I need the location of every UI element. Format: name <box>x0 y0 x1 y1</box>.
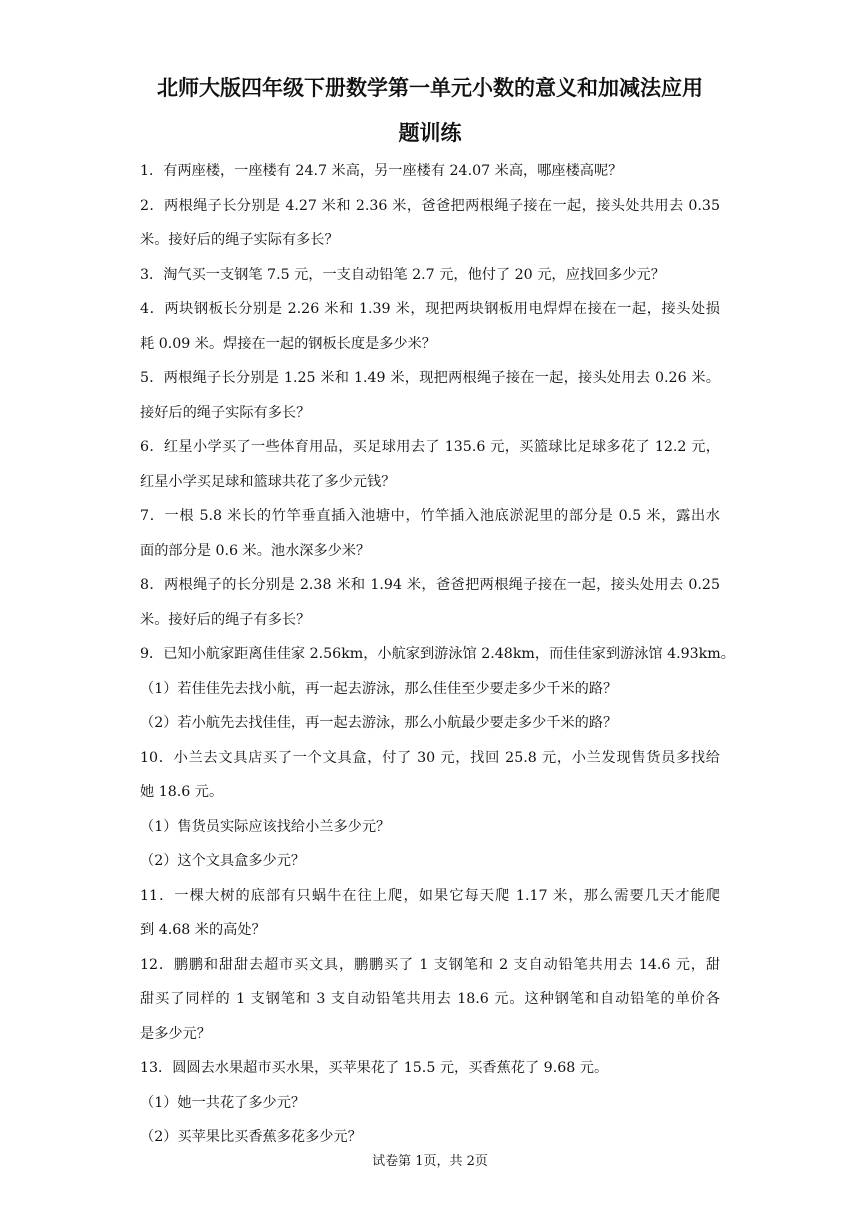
question-line: （1）她一共花了多少元？ <box>140 1094 306 1111</box>
question-line: 10．小兰去文具店买了一个文具盒，付了 30 元，找回 25.8 元，小兰发现售货员多找给 <box>140 749 720 766</box>
question-line: 米。接好后的绳子实际有多长？ <box>140 232 339 248</box>
question-line: 红星小学买足球和篮球共花了多少元钱？ <box>140 473 396 490</box>
question-line: 12．鹏鹏和甜甜去超市买文具，鹏鹏买了 1 支钢笔和 2 支自动铅笔共用去 14.6 元，甜 <box>140 956 720 973</box>
question-line: （2）若小航先去找佳佳，再一起去游泳，那么小航最少要走多少千米的路？ <box>140 715 618 731</box>
question-line: （1）售货员实际应该找给小兰多少元？ <box>140 818 391 835</box>
question-list <box>140 154 735 1155</box>
page-footer: 试卷第 1页，共 2页 <box>372 1154 488 1169</box>
question-line: （2）买苹果比买香蕉多花多少元？ <box>140 1129 362 1145</box>
question-line: 面的部分是 0.6 米。池水深多少米？ <box>140 542 371 559</box>
question-line: 5．两根绳子长分别是 1.25 米和 1.49 米，现把两根绳子接在一起，接头处用去 0.26 米。 <box>140 370 720 386</box>
question-line: 是多少元？ <box>140 1025 211 1042</box>
question-line: 耗 0.09 米。焊接在一起的钢板长度是多少米？ <box>140 335 436 352</box>
question-line: 13．圆圆去水果超市买水果，买苹果花了 15.5 元，买香蕉花了 9.68 元。 <box>140 1060 609 1076</box>
question-line: 6．红星小学买了一些体育用品，买足球用去了 135.6 元，买篮球比足球多花了 12.2 元， <box>140 439 720 455</box>
question-line: 甜买了同样的 1 支钢笔和 3 支自动铅笔共用去 18.6 元。这种钢笔和自动铅笔的单价各 <box>140 991 720 1007</box>
question-line: 1．有两座楼，一座楼有 24.7 米高，另一座楼有 24.07 米高，哪座楼高呢？ <box>140 163 623 179</box>
question-line: 3．淘气买一支钢笔 7.5 元，一支自动铅笔 2.7 元，他付了 20 元，应找回多少元？ <box>140 266 665 283</box>
question-line: 米。接好后的绳子有多长？ <box>140 611 311 628</box>
question-line: 9．已知小航家距离佳佳家 2.56km，小航家到游泳馆 2.48km，而佳佳家到游泳馆 4.93km。 <box>140 646 735 662</box>
page-title-line-2: 题训练 <box>398 120 462 145</box>
question-line: 8．两根绳子的长分别是 2.38 米和 1.94 米，爸爸把两根绳子接在一起，接头处用去 0.25 <box>140 577 720 593</box>
question-line: 接好后的绳子实际有多长？ <box>140 404 311 421</box>
question-line: 2．两根绳子长分别是 4.27 米和 2.36 米，爸爸把两根绳子接在一起，接头处共用去 0.35 <box>140 197 720 214</box>
question-line: 她 18.6 元。 <box>140 784 224 800</box>
question-line: 4．两块钢板长分别是 2.26 米和 1.39 米，现把两块钢板用电焊焊在接在一起，接头处损 <box>140 301 720 317</box>
question-line: 11．一棵大树的底部有只蜗牛在往上爬，如果它每天爬 1.17 米，那么需要几天才能爬 <box>140 887 720 904</box>
page-title-line-1: 北师大版四年级下册数学第一单元小数的意义和加减法应用 <box>157 75 703 100</box>
question-line: 到 4.68 米的高处？ <box>140 922 266 938</box>
question-line: （1）若佳佳先去找小航，再一起去游泳，那么佳佳至少要走多少千米的路？ <box>140 680 618 697</box>
question-line: （2）这个文具盒多少元？ <box>140 853 306 869</box>
question-line: 7．一根 5.8 米长的竹竿垂直插入池塘中，竹竿插入池底淤泥里的部分是 0.5 米，露出水 <box>140 508 720 524</box>
